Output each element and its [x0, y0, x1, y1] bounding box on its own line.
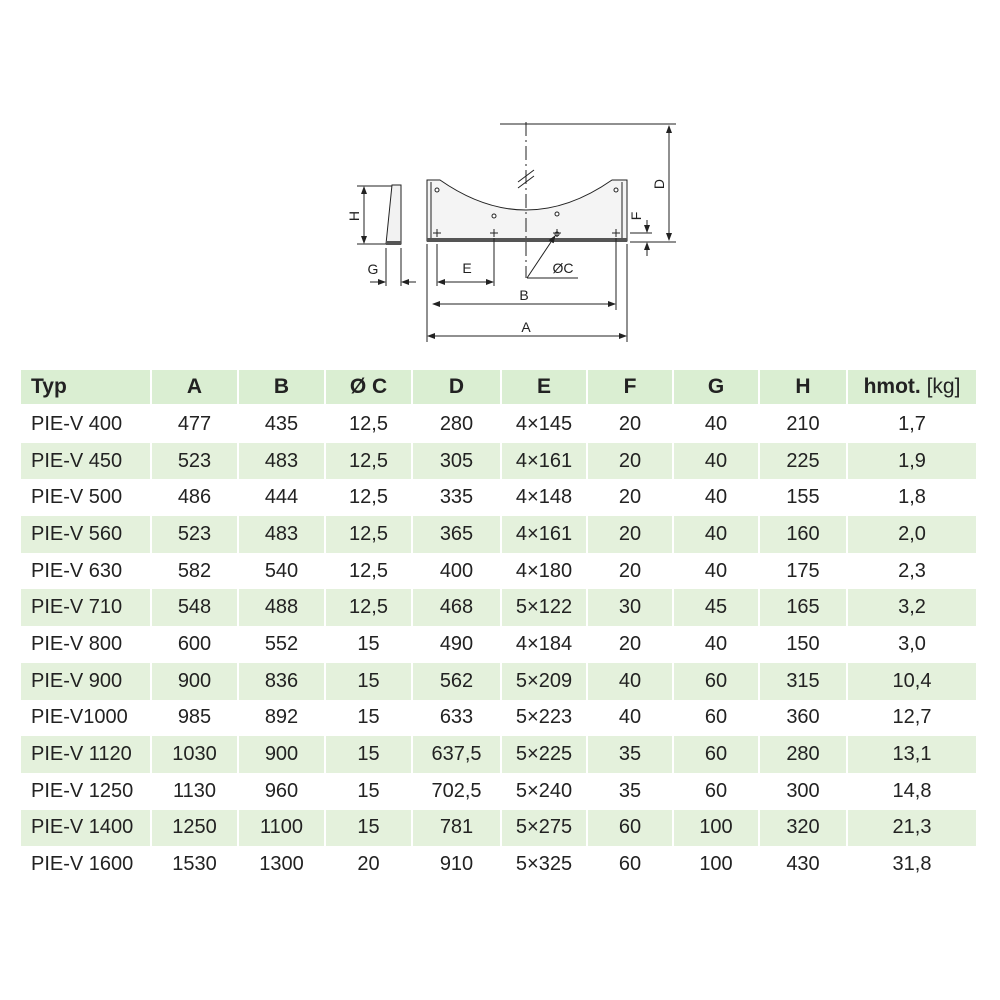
- cell-d: 633: [439, 706, 474, 729]
- cell-h: 210: [786, 412, 820, 435]
- cell-e: 5×225: [502, 736, 586, 773]
- cell-mass: 31,8: [892, 853, 932, 876]
- cell-f: 30: [588, 589, 672, 626]
- table-row: [21, 589, 976, 626]
- cell-d: 305: [413, 443, 500, 480]
- cell-e: 5×122: [502, 589, 586, 626]
- label-b: B: [519, 287, 529, 303]
- cell-e: 5×223: [515, 706, 573, 729]
- cell-a: 1530: [172, 853, 217, 876]
- table-row: [21, 443, 976, 480]
- cell-e: 4×161: [502, 443, 586, 480]
- cell-a: 600: [177, 632, 212, 655]
- cell-typ: PIE-V 400: [31, 412, 123, 435]
- cell-e: 4×184: [515, 632, 573, 655]
- table-row: [21, 810, 976, 847]
- cell-h: 225: [760, 443, 846, 480]
- header-mass-unit: [kg]: [926, 375, 961, 398]
- cell-c: 12,5: [349, 486, 388, 509]
- cell-g: 40: [674, 516, 758, 553]
- cell-c: 12,5: [349, 559, 388, 582]
- cell-d: 365: [413, 516, 500, 553]
- table-row: [21, 553, 976, 590]
- cell-d: 562: [413, 663, 500, 700]
- header-c: Ø C: [326, 370, 411, 406]
- header-d: D: [413, 370, 500, 406]
- cell-b: 892: [264, 706, 299, 729]
- cell-g: 100: [674, 810, 758, 847]
- cell-a: 1250: [152, 810, 237, 847]
- table-body: [21, 406, 976, 883]
- cell-g: 40: [704, 486, 728, 509]
- cell-mass: 3,0: [898, 632, 926, 655]
- header-a: A: [152, 370, 237, 406]
- header-b: B: [239, 370, 324, 406]
- cell-f: 40: [618, 706, 642, 729]
- cell-c: 12,5: [326, 589, 411, 626]
- cell-mass: 1,7: [898, 412, 926, 435]
- cell-e: 4×148: [515, 486, 573, 509]
- table-row: [21, 773, 976, 810]
- table-row: [21, 479, 976, 516]
- table-row: [21, 846, 976, 883]
- technical-drawing: [0, 0, 1000, 360]
- label-c: ØC: [552, 260, 574, 276]
- cell-g: 60: [674, 663, 758, 700]
- cell-typ: PIE-V 800: [31, 632, 123, 655]
- cell-d: 781: [413, 810, 500, 847]
- cell-d: 910: [439, 853, 474, 876]
- table-row: [21, 663, 976, 700]
- cell-g: 60: [704, 779, 728, 802]
- front-view: [427, 180, 627, 242]
- cell-typ: PIE-V 710: [21, 589, 150, 626]
- cell-d: 468: [413, 589, 500, 626]
- table-row: [21, 700, 976, 737]
- cell-b: 552: [264, 632, 299, 655]
- cell-h: 315: [760, 663, 846, 700]
- cell-a: 548: [152, 589, 237, 626]
- cell-mass: 14,8: [892, 779, 932, 802]
- label-h: H: [346, 210, 362, 222]
- cell-h: 320: [760, 810, 846, 847]
- cell-g: 40: [704, 632, 728, 655]
- cell-typ: PIE-V 500: [31, 486, 123, 509]
- cell-g: 60: [704, 706, 728, 729]
- cell-c: 15: [326, 810, 411, 847]
- cell-c: 15: [357, 706, 380, 729]
- table-header-row: [21, 370, 976, 406]
- cell-e: 5×325: [515, 853, 573, 876]
- cell-typ: PIE-V 560: [21, 516, 150, 553]
- cell-g: 40: [704, 412, 728, 435]
- cell-c: 15: [357, 779, 380, 802]
- table-row: [21, 736, 976, 773]
- cell-f: 20: [618, 559, 642, 582]
- cell-typ: PIE-V 1120: [21, 736, 150, 773]
- table-row: [21, 516, 976, 553]
- table-row: [21, 626, 976, 663]
- cell-g: 40: [674, 443, 758, 480]
- table-row: [21, 406, 976, 443]
- label-e: E: [462, 260, 472, 276]
- cell-b: 836: [239, 663, 324, 700]
- cell-g: 60: [674, 736, 758, 773]
- cell-f: 20: [588, 443, 672, 480]
- cell-h: 300: [786, 779, 820, 802]
- cell-e: 5×209: [502, 663, 586, 700]
- label-d: D: [651, 178, 667, 190]
- cell-g: 45: [674, 589, 758, 626]
- cell-b: 444: [264, 486, 299, 509]
- cell-h: 150: [786, 632, 820, 655]
- label-f: F: [628, 211, 644, 221]
- cell-h: 430: [786, 853, 820, 876]
- cell-h: 360: [786, 706, 820, 729]
- cell-mass: 21,3: [848, 810, 976, 847]
- cell-a: 477: [177, 412, 212, 435]
- header-mass: [848, 370, 976, 406]
- cell-e: 4×180: [515, 559, 573, 582]
- cell-f: 60: [618, 853, 642, 876]
- cell-c: 15: [357, 632, 380, 655]
- cell-b: 483: [239, 516, 324, 553]
- cell-d: 702,5: [431, 779, 482, 802]
- cell-b: 483: [239, 443, 324, 480]
- cell-typ: PIE-V 1600: [31, 853, 134, 876]
- cell-a: 1030: [152, 736, 237, 773]
- cell-typ: PIE-V 900: [21, 663, 150, 700]
- cell-g: 40: [704, 559, 728, 582]
- cell-typ: PIE-V 1400: [21, 810, 150, 847]
- cell-h: 155: [786, 486, 820, 509]
- cell-a: 582: [177, 559, 212, 582]
- cell-c: 15: [326, 663, 411, 700]
- cell-mass: 2,0: [848, 516, 976, 553]
- cell-h: 175: [786, 559, 820, 582]
- cell-b: 488: [239, 589, 324, 626]
- cell-e: 4×161: [502, 516, 586, 553]
- cell-a: 523: [152, 516, 237, 553]
- cell-b: 435: [264, 412, 299, 435]
- cell-mass: 1,8: [898, 486, 926, 509]
- cell-mass: 2,3: [898, 559, 926, 582]
- side-view: [357, 185, 416, 286]
- cell-g: 100: [699, 853, 733, 876]
- cell-f: 20: [618, 412, 642, 435]
- cell-c: 20: [357, 853, 380, 876]
- cell-f: 20: [618, 486, 642, 509]
- cell-e: 4×145: [515, 412, 573, 435]
- cell-c: 12,5: [326, 443, 411, 480]
- cell-a: 523: [152, 443, 237, 480]
- label-a: A: [521, 319, 531, 335]
- cell-f: 20: [588, 516, 672, 553]
- cell-h: 160: [760, 516, 846, 553]
- cell-d: 280: [439, 412, 474, 435]
- cell-c: 15: [326, 736, 411, 773]
- label-g: G: [367, 261, 379, 277]
- cell-typ: PIE-V 1250: [31, 779, 134, 802]
- cell-mass: 12,7: [892, 706, 932, 729]
- cell-f: 60: [588, 810, 672, 847]
- cell-typ: PIE-V 630: [31, 559, 123, 582]
- cell-b: 1300: [259, 853, 304, 876]
- cell-c: 12,5: [349, 412, 388, 435]
- cell-h: 165: [760, 589, 846, 626]
- cell-e: 5×240: [515, 779, 573, 802]
- cell-b: 1100: [239, 810, 324, 847]
- cell-f: 20: [618, 632, 642, 655]
- cell-f: 35: [588, 736, 672, 773]
- cell-typ: PIE-V1000: [31, 706, 128, 729]
- cell-h: 280: [760, 736, 846, 773]
- cell-mass: 3,2: [848, 589, 976, 626]
- cell-d: 400: [439, 559, 474, 582]
- cell-d: 490: [439, 632, 474, 655]
- cell-d: 335: [439, 486, 474, 509]
- cell-a: 1130: [172, 779, 216, 802]
- cell-b: 960: [264, 779, 299, 802]
- cell-typ: PIE-V 450: [21, 443, 150, 480]
- cell-c: 12,5: [326, 516, 411, 553]
- dimension-table: [19, 370, 978, 883]
- cell-b: 540: [264, 559, 299, 582]
- cell-a: 985: [177, 706, 212, 729]
- header-h: H: [760, 370, 846, 406]
- header-f: F: [588, 370, 672, 406]
- cell-f: 40: [588, 663, 672, 700]
- header-typ: Typ: [21, 370, 150, 406]
- cell-a: 900: [152, 663, 237, 700]
- cell-mass: 13,1: [848, 736, 976, 773]
- cell-f: 35: [618, 779, 642, 802]
- cell-mass: 1,9: [848, 443, 976, 480]
- cell-e: 5×275: [502, 810, 586, 847]
- header-mass-label: hmot.: [863, 375, 921, 398]
- cell-a: 486: [177, 486, 212, 509]
- cell-b: 900: [239, 736, 324, 773]
- cell-mass: 10,4: [848, 663, 976, 700]
- header-g: G: [674, 370, 758, 406]
- cell-d: 637,5: [413, 736, 500, 773]
- header-e: E: [502, 370, 586, 406]
